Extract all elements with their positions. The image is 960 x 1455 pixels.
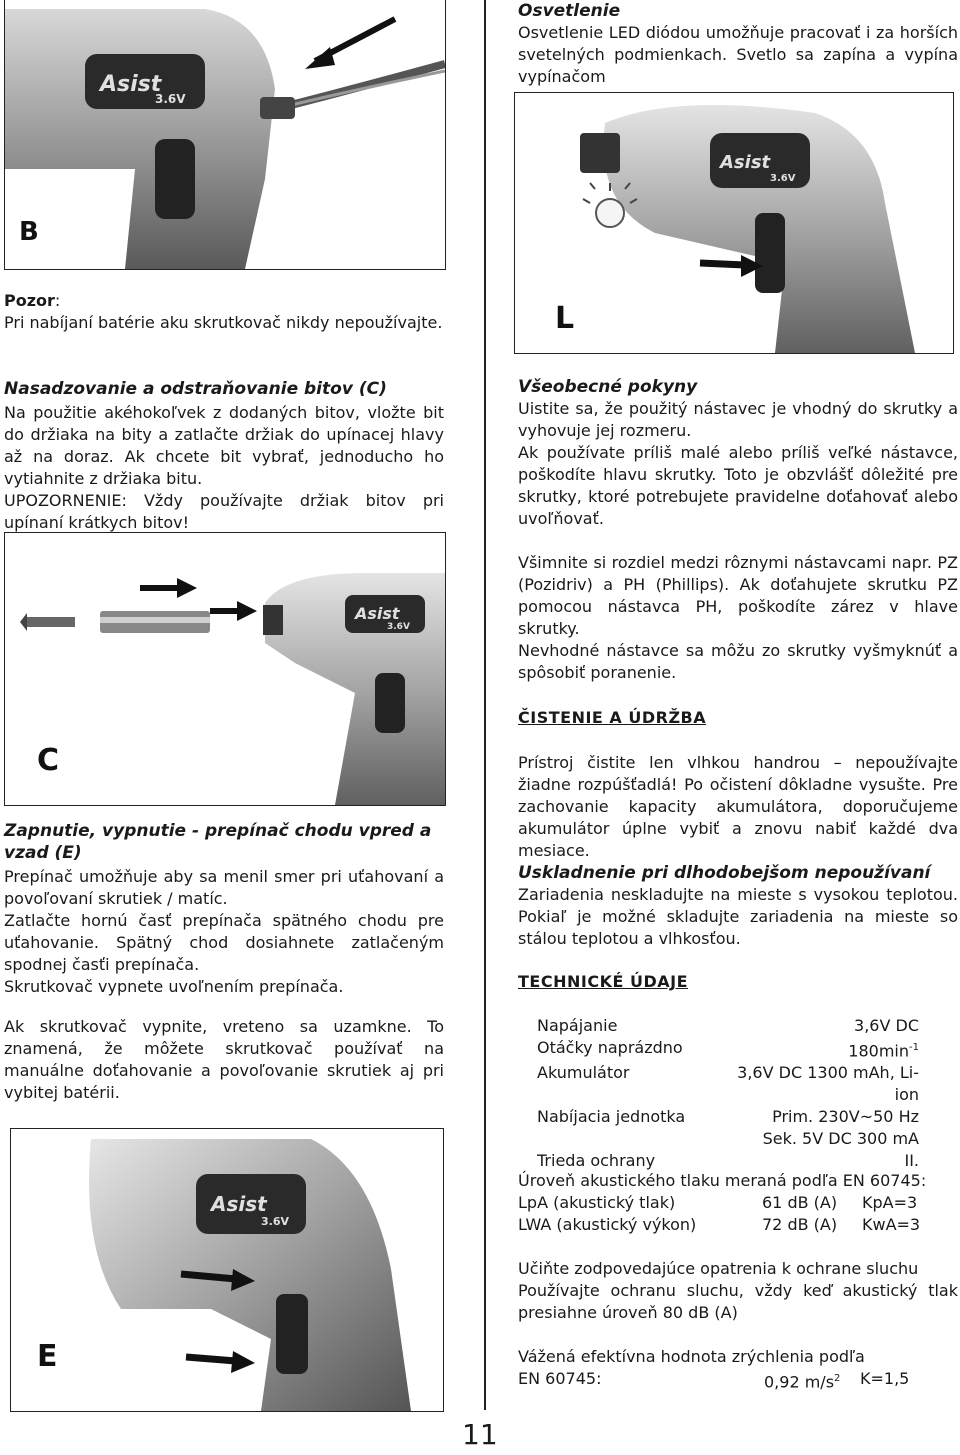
switch-body (4, 866, 444, 1104)
switch-heading: Zapnutie, vypnutie - prepínač chodu vpred a vzad (E) (4, 821, 432, 863)
brand-logo: Asist (100, 72, 162, 97)
vibration-block (518, 1346, 958, 1393)
general-paragraph-1: Uistite sa, že použitý nástavec je vhodný do skrutky a vyhovuje jej rozmeru. (518, 399, 958, 440)
led-bulb-icon (596, 199, 624, 227)
spec-row: Nabíjacia jednotka Prim. 230V~50 Hz (537, 1107, 919, 1127)
bits-heading: Nasadzovanie a odstraňovanie bitov (C) (4, 379, 387, 399)
switch-paragraph-3: Skrutkovač vypnete uvoľnením prepínača. (4, 977, 344, 996)
figure-e-illustration (11, 1129, 443, 1411)
page-number: 11 (462, 1418, 498, 1451)
general-paragraph-2: Ak používate príliš malé alebo príliš veľké nástavce, poškodíte hlavu skrutky. Toto je obzvlášť dôležité pre skrutky, ktoré potrebujete pravidelne doťahovať alebo uvoľňovať. (518, 443, 958, 528)
storage-text: Zariadenia neskladujte na mieste s vysokou teplotou. Pokiaľ je možné skladujte zariadenia na mieste so stálou teplotou a vlhkosťou. (518, 885, 958, 948)
general-paragraph-3: Všimnite si rozdiel medzi rôznymi nástavcami napr. PZ (Pozidriv) a PH (Phillips). Ak doťahujete skrutku PZ pomocou nástavca PH, poškodíte zárez v hlave skrutky. (518, 553, 958, 638)
hearing-line-2: Používajte ochranu sluchu, vždy keď akustický tlak presiahne úroveň 80 dB (A) (518, 1281, 958, 1322)
bits-paragraph-1: Na použitie akéhokoľvek z dodaných bitov, vložte bit do držiaka na bity a zatlačte držiak do upínacej hlavy až na doraz. Ak chcete bit vybrať, jednoducho ho vytiahnite z držiaka bitu. (4, 403, 444, 488)
warning-text: Pri nabíjaní batérie aku skrutkovač nikdy nepoužívajte. (4, 313, 443, 332)
figure-b-label: B (19, 217, 39, 247)
figure-b (4, 0, 446, 270)
figure-e (10, 1128, 444, 1412)
svg-text:3.6V: 3.6V (261, 1215, 289, 1228)
figure-l (514, 92, 954, 354)
figure-l-label: L (555, 301, 575, 336)
noise-row: LWA (akustický výkon) 72 dB (A) KwA=3 (518, 1215, 921, 1234)
bits-body (4, 402, 444, 534)
noise-intro: Úroveň akustického tlaku meraná podľa EN 60745: (518, 1171, 927, 1190)
figure-c-illustration (5, 533, 445, 805)
bits-paragraph-2: UPOZORNENIE: Vždy používajte držiak bitov pri upínaní krátkych bitov! (4, 491, 444, 532)
switch-paragraph-2: Zatlačte hornú časť prepínača spätného chodu pre uťahovanie. Spätný chod dosiahnete zatlačeným spodnej časťi prepínača. (4, 911, 444, 974)
svg-text:Asist: Asist (355, 604, 400, 623)
spec-row: Otáčky naprázdno $180\min^{-1}$ (537, 1038, 919, 1061)
figure-c (4, 532, 446, 806)
cleaning-heading: ČISTENIE A ÚDRŽBA (518, 708, 707, 727)
vibration-line-1: Vážená efektívna hodnota zrýchlenia podľa (518, 1347, 865, 1366)
figure-l-illustration (515, 93, 953, 353)
figure-b-illustration (5, 0, 445, 269)
light-text: Osvetlenie LED diódou umožňuje pracovať i za horších svetelných podmienkach. Svetlo sa zapína a vypína vypínačom (518, 23, 958, 86)
vibration-standard: EN 60745: (518, 1369, 602, 1388)
spec-row: Napájanie 3,6V DC (537, 1016, 919, 1035)
spec-table (537, 1015, 919, 1172)
warning-block: Pozor: Pri nabíjaní batérie aku skrutkovač nikdy nepoužívajte. (4, 291, 443, 332)
warning-title: Pozor (4, 291, 55, 310)
noise-table (518, 1192, 958, 1236)
general-body (518, 398, 958, 684)
general-paragraph-4: Nevhodné nástavce sa môžu zo skrutky vyšmyknúť a spôsobiť poranenie. (518, 641, 958, 682)
tech-heading: TECHNICKÉ ÚDAJE (518, 972, 688, 991)
light-heading: Osvetlenie (518, 1, 621, 21)
switch-paragraph-1: Prepínač umožňuje aby sa menil smer pri uťahovaní a povoľovaní skrutiek / matíc. (4, 867, 444, 908)
hearing-block (518, 1258, 958, 1324)
hearing-line-1: Učiňte zodpovedajúce opatrenia k ochrane sluchu (518, 1259, 919, 1278)
vibration-value: 0,92 $m/s^2$ (764, 1372, 841, 1392)
spec-row: Trieda ochrany II. (537, 1151, 919, 1171)
svg-text:Asist: Asist (720, 152, 771, 173)
vibration-uncertainty: K=1,5 (860, 1369, 910, 1388)
column-divider (484, 0, 486, 1410)
svg-text:3.6V: 3.6V (387, 622, 410, 632)
storage-heading: Uskladnenie pri dlhodobejšom nepoužívaní (518, 863, 931, 883)
svg-text:3.6V: 3.6V (155, 92, 186, 106)
general-heading: Všeobecné pokyny (518, 377, 698, 397)
svg-text:Asist: Asist (211, 1192, 267, 1216)
figure-e-label: E (37, 1339, 58, 1374)
svg-text:3.6V: 3.6V (770, 173, 796, 184)
spec-row: Sek. 5V DC 300 mA (762, 1129, 919, 1149)
switch-paragraph-4: Ak skrutkovač vypnite, vreteno sa uzamkne. To znamená, že môžete skrutkovač používať na manuálne doťahovanie a povoľovanie skrutiek aj pri vybitej batérii. (4, 1017, 444, 1102)
figure-c-label: C (37, 743, 60, 778)
spec-row: Akumulátor 3,6V DC 1300 mAh, Li-ion (537, 1063, 919, 1105)
cleaning-text: Prístroj čistite len vlhkou handrou – nepoužívajte žiadne rozpúšťadlá! Po očistení dôkladne vysušte. Pre zachovanie kapacity akumulátora, doporučujeme akumulátor úplne vybiť a znovu nabiť každé dva mesiace. (518, 753, 958, 860)
noise-row: LpA (akustický tlak) 61 dB (A) KpA=3 (518, 1193, 918, 1212)
